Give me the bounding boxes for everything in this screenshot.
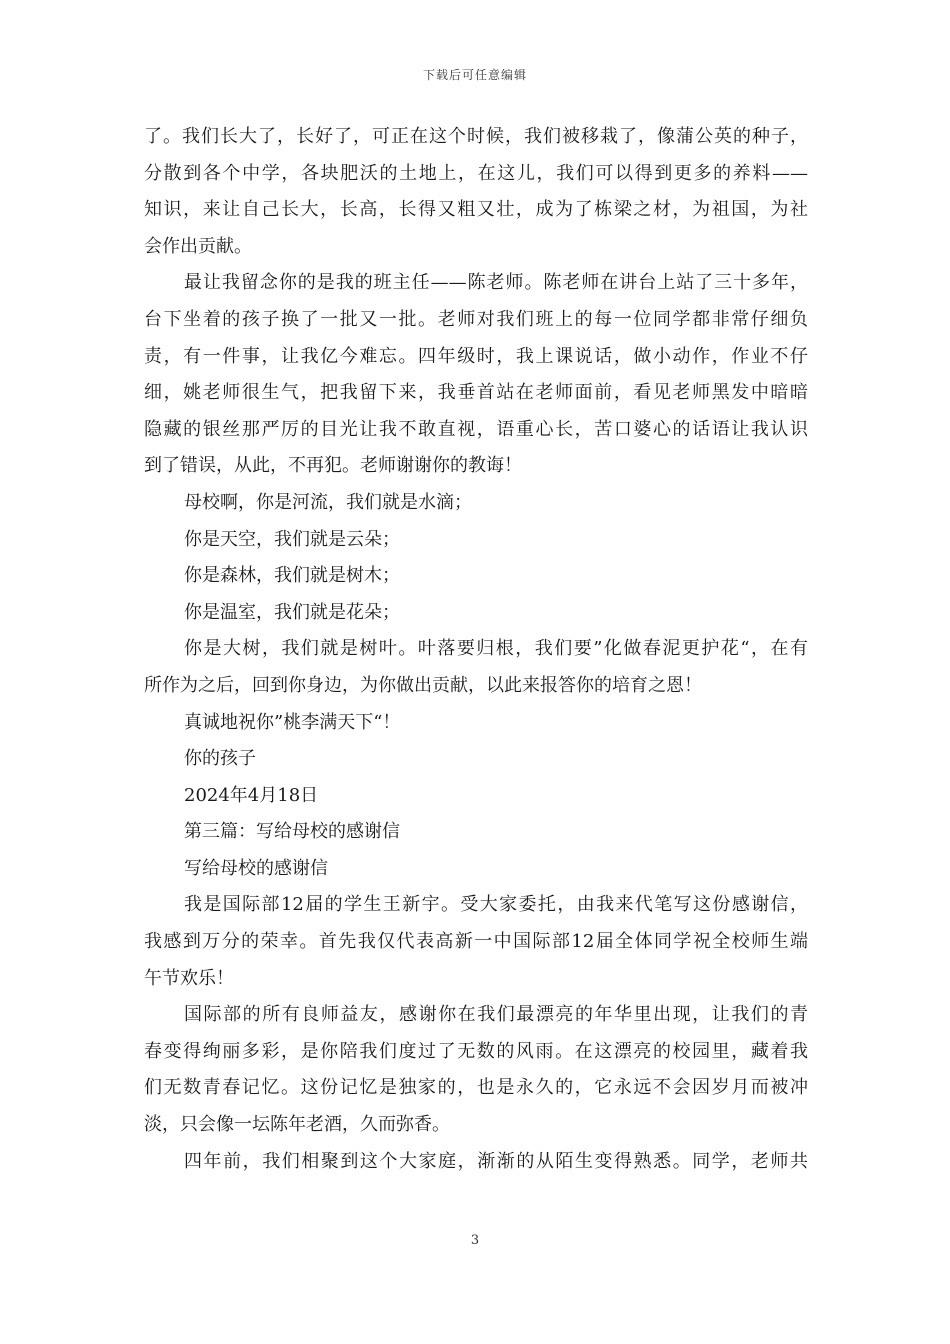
document-body: [144, 119, 808, 1180]
text-line: 细，姚老师很生气，把我留下来，我垂首站在老师面前，看见老师黑发中暗暗: [144, 382, 808, 404]
text-line: 最让我留念你的是我的班主任——陈老师。陈老师在讲台上站了三十多年，: [184, 272, 808, 294]
text-line: 春变得绚丽多彩，是你陪我们度过了无数的风雨。在这漂亮的校园里，藏着我: [144, 1040, 808, 1062]
text-line: 们无数青春记忆。这份记忆是独家的，也是永久的，它永远不会因岁月而被冲: [144, 1077, 808, 1099]
text-line: 分散到各个中学，各块肥沃的土地上，在这儿，我们可以得到更多的养料——: [144, 162, 808, 184]
text-line: 写给母校的感谢信: [184, 857, 328, 879]
text-line: 所作为之后，回到你身边，为你做出贡献，以此来报答你的培育之恩！: [144, 674, 702, 696]
text-line: 隐藏的银丝那严厉的目光让我不敢直视，语重心长，苦口婆心的话语让我认识: [144, 418, 808, 440]
text-line: 你是森林，我们就是树木；: [184, 565, 400, 587]
text-line: 我感到万分的荣幸。首先我仅代表高新一中国际部12届全体同学祝全校师生端: [144, 931, 808, 953]
page-header: 下载后可任意编辑: [422, 68, 527, 82]
text-line: 你是天空，我们就是云朵；: [184, 528, 400, 550]
text-line: 会作出贡献。: [144, 235, 252, 257]
text-line: 国际部的所有良师益友，感谢你在我们最漂亮的年华里出现，让我们的青: [184, 1004, 808, 1026]
text-line: 真诚地祝你”桃李满天下“！: [184, 711, 401, 733]
text-line: 你是大树，我们就是树叶。叶落要归根，我们要”化做春泥更护花“，在有: [184, 638, 808, 660]
text-line: 午节欢乐！: [144, 967, 234, 989]
text-line: 知识，来让自己长大，长高，长得又粗又壮，成为了栋梁之材，为祖国，为社: [144, 199, 808, 221]
text-line: 责，有一件事，让我亿今难忘。四年级时，我上课说话，做小动作，作业不仔: [144, 345, 808, 367]
text-line: 了。我们长大了，长好了，可正在这个时候，我们被移栽了，像蒲公英的种子，: [144, 126, 808, 147]
text-line: 四年前，我们相聚到这个大家庭，渐渐的从陌生变得熟悉。同学，老师共: [184, 1150, 808, 1172]
text-line: 到了错误，从此，不再犯。老师谢谢你的教诲！: [144, 455, 522, 477]
text-line: 我是国际部12届的学生王新宇。受大家委托，由我来代笔写这份感谢信，: [184, 894, 808, 916]
text-line: 台下坐着的孩子换了一批又一批。老师对我们班上的每一位同学都非常仔细负: [144, 308, 808, 330]
text-line: 2024年4月18日: [184, 784, 319, 806]
page-number: 3: [470, 1233, 480, 1248]
text-line: 淡，只会像一坛陈年老酒，久而弥香。: [144, 1114, 450, 1136]
text-line: 第三篇：写给母校的感谢信: [184, 821, 400, 843]
text-line: 你是温室，我们就是花朵；: [184, 601, 400, 623]
text-line: 母校啊，你是河流，我们就是水滴；: [184, 491, 472, 513]
text-line: 你的孩子: [184, 748, 256, 770]
